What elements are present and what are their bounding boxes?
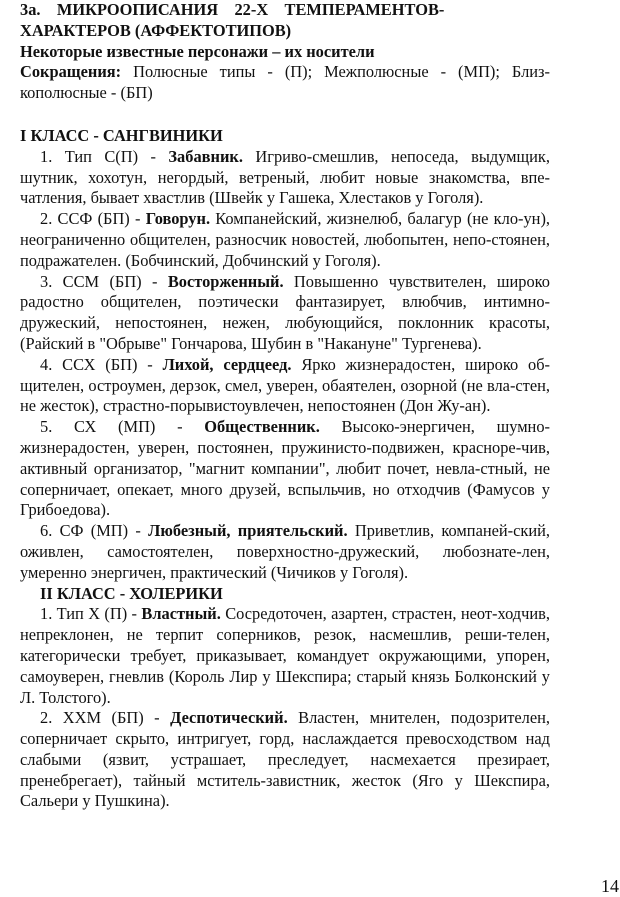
entry-text: Ярко жизнерадостен, широко об-щителен, остроумен, дерзок, смел, уверен, обаятелен, озорной (не вла-стен, не жесток), страстно-порывистоувлечен, непостоянен (Дон Жу-ан). bbox=[20, 354, 551, 416]
entry-text: Компанейский, жизнелюб, балагур (не кло-ун), неограниченно общителен, разносчик новостей, любопытен, непо-стоянен, подражателен. (Бобчинский, Добчинский у Гоголя). bbox=[20, 209, 551, 270]
entry-name: Забавник. bbox=[168, 146, 243, 166]
entry-code: 5. СХ (МП) - bbox=[40, 417, 205, 437]
entry-name: Говорун. bbox=[145, 209, 211, 229]
entry-text: Высоко-энергичен, шумно-жизнерадостен, уверен, постоянен, пружинисто-подвижен, красноре-чив, активный организатор, "магнит компании", любит почет, невла-стный, не соперничает, опекает, много друзей, вспыльчив, но отходчив (Фамусов у Грибоедова). bbox=[20, 417, 550, 520]
entry-name: Восторженный. bbox=[167, 271, 284, 291]
entry-name: Властный. bbox=[141, 604, 221, 624]
entry-code: 6. СФ (МП) - bbox=[40, 521, 149, 541]
entry-text: Приветлив, компаней-ский, оживлен, самостоятелен, поверхностно-дружеский, любознате-лен, умеренно энергичен, практический (Чичиков у Гоголя). bbox=[20, 521, 550, 582]
entry-class1-3 bbox=[20, 272, 550, 355]
section-title-class-2: II КЛАСС - ХОЛЕРИКИ bbox=[40, 583, 223, 603]
entry-text: Сосредоточен, азартен, страстен, неот-ходчив, непреклонен, не терпит соперников, резок, насмешлив, реши-телен, категорически требует, приказывает, командует окружающими, упорен, самоуверен, гневлив (Король Лир у Шекспира; старый князь Болконский у Л. Толстого). bbox=[20, 604, 550, 707]
abbreviations-text: Полюсные типы - (П); Межполюсные - (МП); Близ-кополюсные - (БП) bbox=[20, 62, 550, 103]
document-page bbox=[20, 0, 550, 812]
entry-text: Повышенно чувствителен, широко радостно общителен, поэтически фантазирует, влюбчив, интимно-дружеский, непостоянен, нежен, любующийся, поклонник красоты, (Райский в "Обрыве" Гончарова, Шубин в "Накануне" Тургенева). bbox=[20, 271, 550, 353]
entry-name: Общественник. bbox=[204, 417, 320, 437]
entry-code: 2. ХХМ (БП) - bbox=[40, 708, 171, 728]
section-title-class-1: I КЛАСС - САНГВИНИКИ bbox=[20, 125, 223, 145]
entry-class1-5 bbox=[20, 417, 550, 521]
spacer bbox=[20, 104, 550, 126]
entry-code: 3. ССМ (БП) - bbox=[40, 271, 168, 291]
entry-class2-1 bbox=[20, 604, 550, 708]
entry-class2-2 bbox=[20, 708, 550, 812]
entry-name: Лихой, сердцеед. bbox=[162, 354, 292, 374]
abbreviations-label: Сокращения: bbox=[20, 62, 122, 82]
heading-line-2: ХАРАКТЕРОВ (АФФЕКТОТИПОВ) bbox=[20, 20, 292, 40]
abbreviations bbox=[20, 62, 550, 104]
entry-code: 2. ССФ (БП) - bbox=[40, 209, 146, 229]
entry-name: Деспотический. bbox=[170, 708, 288, 728]
entry-text: Властен, мнителен, подозрителен, соперничает скрыто, интригует, горд, наслаждается превосходством над слабыми (язвит, устрашает, преследует, насмехается презирает, пренебрегает), тайный мститель-завистник, жесток (Яго у Шекспира, Сальери у Пушкина). bbox=[20, 708, 550, 811]
entry-code: 1. Тип С(П) - bbox=[40, 146, 169, 166]
heading-subtitle: Некоторые известные персонажи – их носители bbox=[20, 41, 375, 61]
entry-text: Игриво-смешлив, непоседа, выдумщик, шутник, хохотун, негордый, ветреный, любит новые знакомства, впе-чатления, бывает хвастлив (Швейк у Гашека, Хлестаков у Гоголя). bbox=[20, 146, 550, 208]
entry-class1-1 bbox=[20, 147, 550, 209]
entry-code: 1. Тип Х (П) - bbox=[40, 604, 142, 624]
entry-class1-6 bbox=[20, 521, 550, 583]
page-number: 14 bbox=[601, 876, 619, 896]
entry-code: 4. ССХ (БП) - bbox=[40, 354, 163, 374]
entry-class1-2 bbox=[20, 209, 550, 271]
entry-name: Любезный, приятельский. bbox=[148, 521, 348, 541]
entry-class1-4 bbox=[20, 355, 550, 417]
heading-line-1: 3а. МИКРООПИСАНИЯ 22-Х ТЕМПЕРАМЕНТОВ- bbox=[20, 0, 445, 19]
